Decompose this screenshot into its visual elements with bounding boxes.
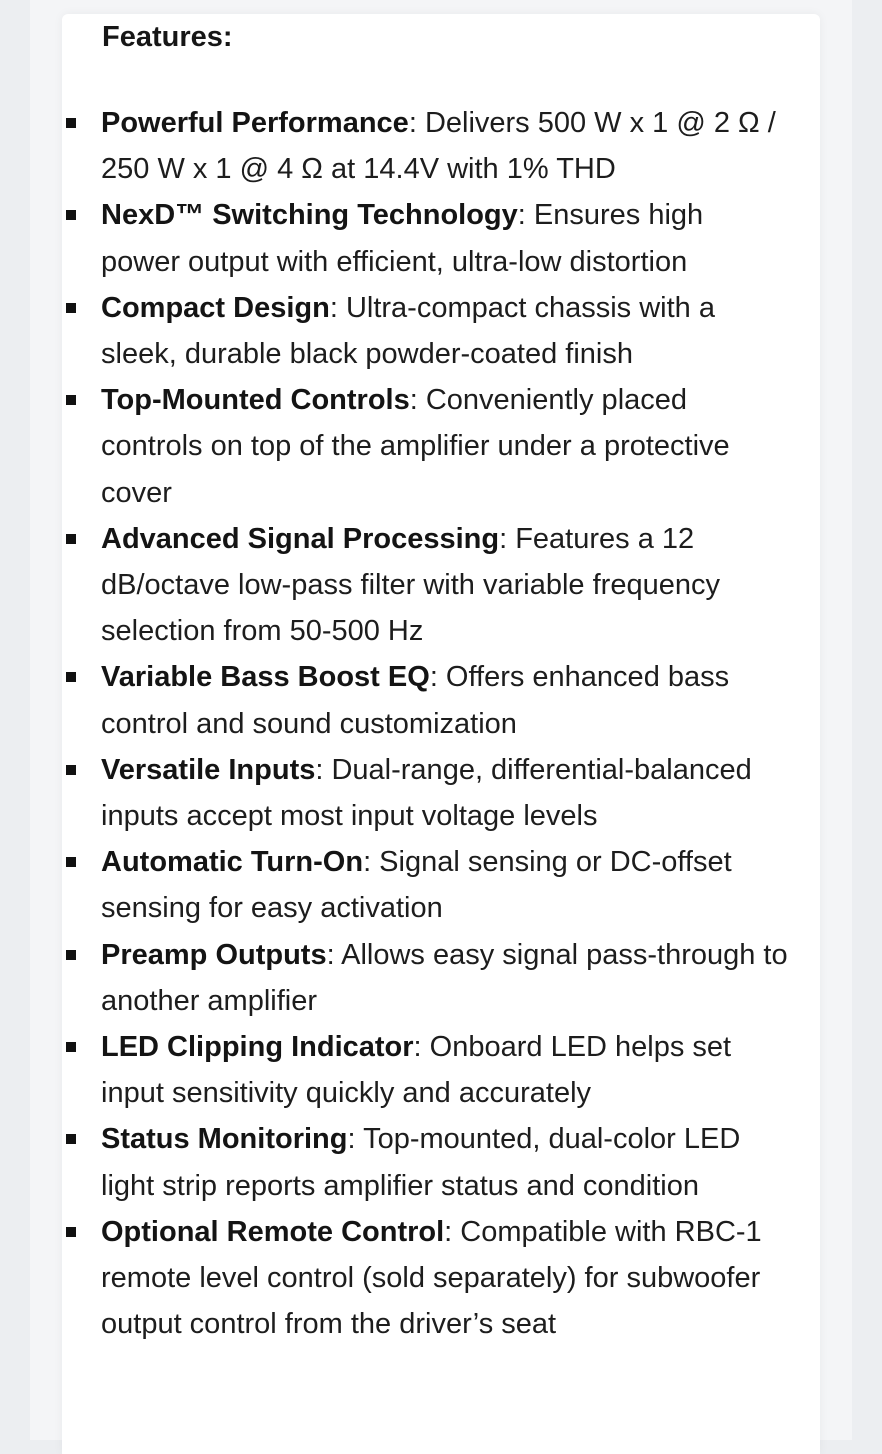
square-bullet-icon bbox=[66, 118, 76, 128]
feature-name: Automatic Turn-On bbox=[101, 846, 364, 879]
feature-description: : Dual-range, differential-balanced inputs accept most input voltage levels bbox=[101, 753, 752, 833]
feature-item bbox=[62, 654, 820, 746]
feature-item bbox=[62, 516, 820, 655]
feature-description: : Conveniently placed controls on top of the amplifier under a protective cover bbox=[101, 384, 730, 509]
feature-name: Advanced Signal Processing bbox=[101, 522, 500, 555]
feature-name: Preamp Outputs bbox=[101, 938, 327, 971]
feature-item bbox=[62, 1024, 820, 1116]
square-bullet-icon bbox=[66, 765, 76, 775]
feature-name: Top-Mounted Controls bbox=[101, 384, 410, 417]
feature-name: NexD™ Switching Technology bbox=[101, 199, 518, 232]
feature-description: : Offers enhanced bass control and sound customization bbox=[101, 661, 730, 740]
square-bullet-icon bbox=[66, 395, 76, 405]
feature-name: LED Clipping Indicator bbox=[101, 1031, 414, 1064]
square-bullet-icon bbox=[66, 303, 76, 313]
feature-name: Optional Remote Control bbox=[101, 1215, 445, 1248]
feature-name: Status Monitoring bbox=[101, 1123, 348, 1156]
feature-description: : Ultra-compact chassis with a sleek, durable black powder-coated finish bbox=[101, 291, 715, 371]
feature-description: : Features a 12 dB/octave low-pass filter with variable frequency selection from 50-500 Hz bbox=[101, 522, 720, 648]
feature-description: : Signal sensing or DC-offset sensing for easy activation bbox=[101, 846, 732, 925]
feature-item bbox=[62, 377, 820, 516]
square-bullet-icon bbox=[66, 534, 76, 544]
feature-description: : Onboard LED helps set input sensitivity quickly and accurately bbox=[101, 1031, 732, 1110]
feature-name: Powerful Performance bbox=[101, 107, 409, 139]
feature-item bbox=[62, 192, 820, 284]
feature-description: : Ensures high power output with efficient, ultra-low distortion bbox=[101, 199, 704, 278]
feature-item bbox=[62, 839, 820, 931]
feature-item bbox=[62, 285, 820, 377]
features-heading: Features: bbox=[102, 21, 233, 53]
feature-list bbox=[62, 100, 820, 1347]
square-bullet-icon bbox=[66, 210, 76, 220]
square-bullet-icon bbox=[66, 1134, 76, 1144]
feature-name: Versatile Inputs bbox=[101, 753, 316, 786]
feature-description: : Compatible with RBC-1 remote level control (sold separately) for subwoofer output control from the driver’s seat bbox=[101, 1215, 762, 1341]
square-bullet-icon bbox=[66, 1227, 76, 1237]
feature-item bbox=[62, 747, 820, 839]
feature-item bbox=[62, 100, 820, 192]
feature-item bbox=[62, 932, 820, 1024]
feature-description: : Allows easy signal pass-through to another amplifier bbox=[101, 938, 788, 1017]
features-card bbox=[62, 14, 820, 1454]
feature-name: Compact Design bbox=[101, 291, 330, 324]
square-bullet-icon bbox=[66, 1042, 76, 1052]
square-bullet-icon bbox=[66, 950, 76, 960]
feature-item bbox=[62, 1209, 820, 1348]
feature-item bbox=[62, 1116, 820, 1208]
feature-description: : Delivers 500 W x 1 @ 2 Ω / 250 W x 1 @ 4 Ω at 14.4V with 1% THD bbox=[101, 107, 776, 186]
feature-description: : Top-mounted, dual-color LED light strip reports amplifier status and condition bbox=[101, 1123, 741, 1202]
feature-name: Variable Bass Boost EQ bbox=[101, 661, 430, 694]
square-bullet-icon bbox=[66, 857, 76, 867]
square-bullet-icon bbox=[66, 672, 76, 682]
